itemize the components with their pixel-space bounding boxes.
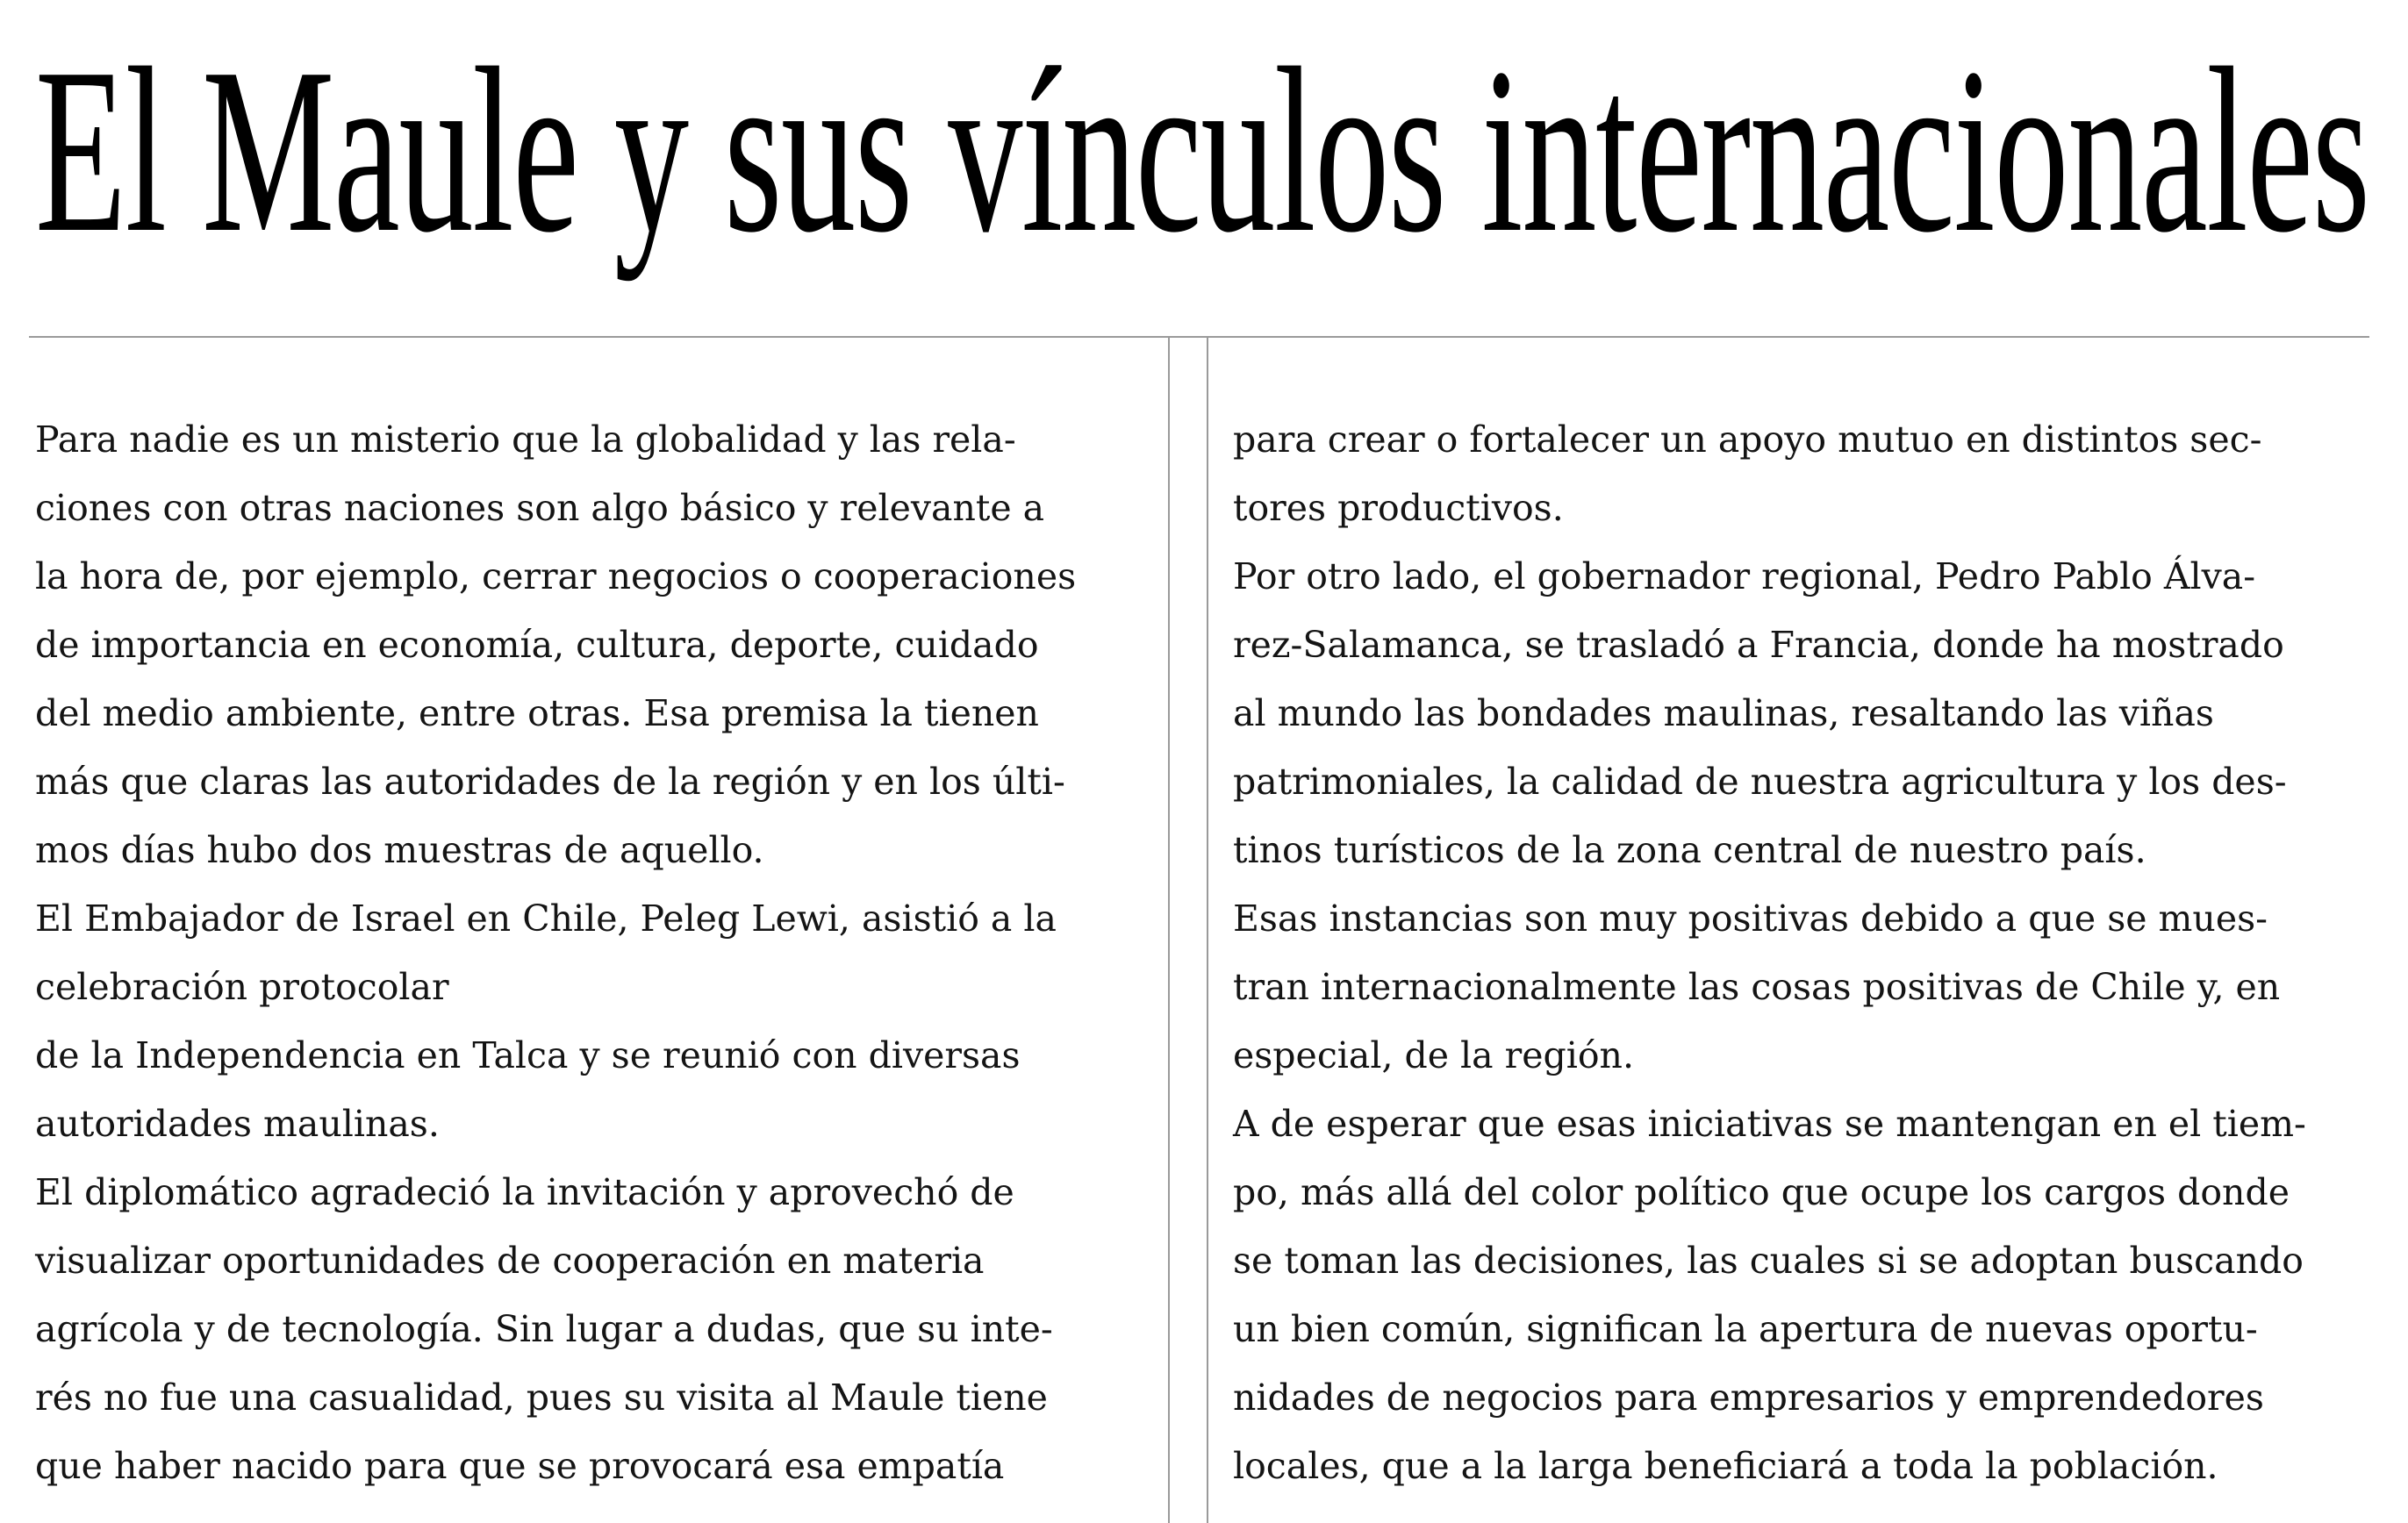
column-divider-right: [1207, 338, 1208, 1523]
text-line: tores productivos.: [1233, 487, 1564, 529]
text-line: Para nadie es un misterio que la globalidad y las rela-: [35, 418, 1016, 461]
text-line: Esas instancias son muy positivas debido a que se mues-: [1233, 897, 2268, 940]
text-line: A de esperar que esas iniciativas se mantengan en el tiem-: [1233, 1103, 2306, 1145]
text-line: agrícola y de tecnología. Sin lugar a dudas, que su inte-: [35, 1308, 1053, 1350]
text-line: patrimoniales, la calidad de nuestra agricultura y los des-: [1233, 761, 2287, 803]
text-line: celebración protocolar: [35, 966, 449, 1008]
text-line: Por otro lado, el gobernador regional, Pedro Pablo Álva-: [1233, 555, 2256, 597]
article-column-left: [35, 405, 1150, 1500]
text-line: ciones con otras naciones son algo básico y relevante a: [35, 487, 1045, 529]
text-line: la hora de, por ejemplo, cerrar negocios o cooperaciones: [35, 555, 1077, 597]
text-line: de importancia en economía, cultura, deporte, cuidado: [35, 624, 1039, 666]
text-line: visualizar oportunidades de cooperación en materia: [35, 1240, 985, 1282]
column-divider-left: [1168, 338, 1170, 1523]
text-line: se toman las decisiones, las cuales si se adoptan buscando: [1233, 1240, 2304, 1282]
text-line: de la Independencia en Talca y se reunió con diversas: [35, 1034, 1021, 1076]
text-line: locales, que a la larga beneficiará a toda la población.: [1233, 1445, 2218, 1487]
horizontal-rule: [29, 336, 2369, 338]
text-line: un bien común, significan la apertura de nuevas oportu-: [1233, 1308, 2258, 1350]
text-line: tinos turísticos de la zona central de nuestro país.: [1233, 829, 2146, 871]
text-line: autoridades maulinas.: [35, 1103, 440, 1145]
article-column-right: [1233, 405, 2374, 1500]
text-line: rés no fue una casualidad, pues su visita al Maule tiene: [35, 1376, 1048, 1419]
text-line: que haber nacido para que se provocará esa empatía: [35, 1445, 1005, 1487]
text-line: nidades de negocios para empresarios y emprendedores: [1233, 1376, 2264, 1419]
text-line: más que claras las autoridades de la región y en los últi-: [35, 761, 1065, 803]
text-line: al mundo las bondades maulinas, resaltando las viñas: [1233, 692, 2214, 734]
text-line: rez-Salamanca, se trasladó a Francia, donde ha mostrado: [1233, 624, 2284, 666]
text-line: El diplomático agradeció la invitación y aprovechó de: [35, 1171, 1014, 1213]
text-line: del medio ambiente, entre otras. Esa premisa la tienen: [35, 692, 1039, 734]
text-line: mos días hubo dos muestras de aquello.: [35, 829, 764, 871]
text-line: tran internacionalmente las cosas positivas de Chile y, en: [1233, 966, 2281, 1008]
text-line: especial, de la región.: [1233, 1034, 1634, 1076]
headline: El Maule y sus vínculos internacionales: [35, 19, 2369, 282]
text-line: para crear o fortalecer un apoyo mutuo en distintos sec-: [1233, 418, 2262, 461]
text-line: po, más allá del color político que ocupe los cargos donde: [1233, 1171, 2290, 1213]
text-line: El Embajador de Israel en Chile, Peleg Lewi, asistió a la: [35, 897, 1057, 940]
